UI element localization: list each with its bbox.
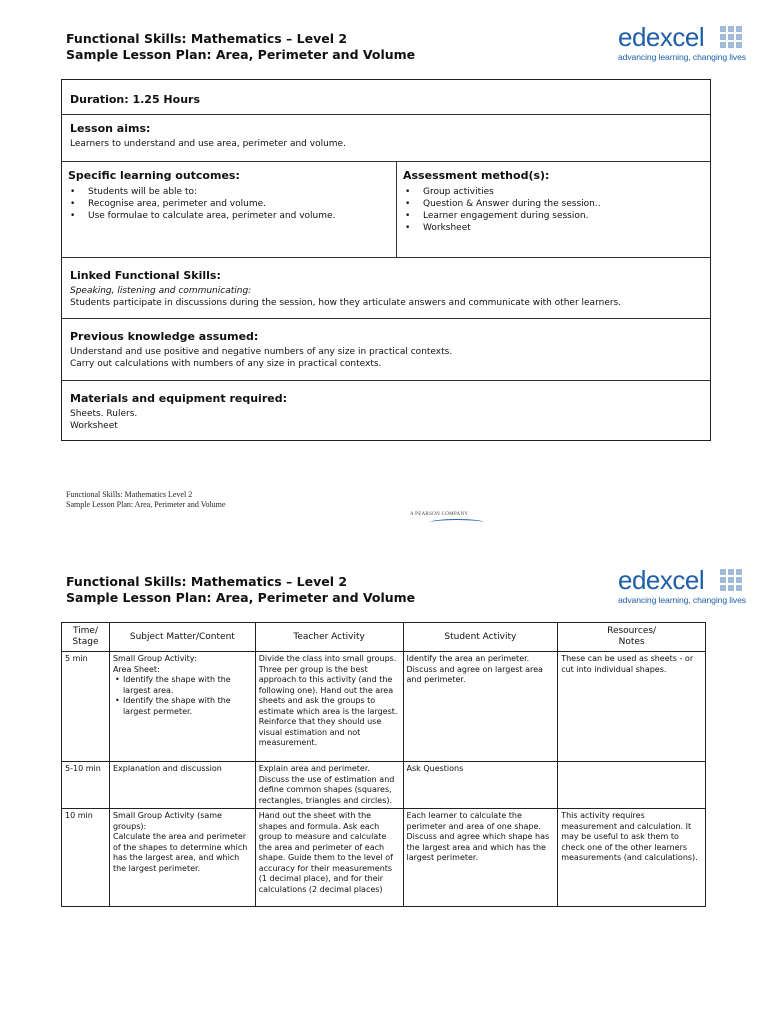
knowledge-line2: Carry out calculations with numbers of any size in practical contexts. [70, 359, 382, 369]
cell-subject [109, 809, 255, 907]
assessment-item: • Learner engagement during session. [403, 210, 702, 222]
page1-header-line2: Sample Lesson Plan: Area, Perimeter and Volume [66, 47, 416, 62]
page2-header-line2: Sample Lesson Plan: Area, Perimeter and Volume [66, 590, 416, 605]
cell-subject-line: Small Group Activity (same groups): [112, 811, 222, 831]
aims-section [62, 115, 710, 162]
cell-resources: These can be used as sheets - or cut into individual shapes. [558, 652, 706, 762]
outcome-item: • Use formulae to calculate area, perimeter and volume. [68, 210, 388, 222]
linked-subheading: Speaking, listening and communicating: [70, 286, 252, 296]
aims-heading: Lesson aims: [70, 122, 151, 135]
col-header-resources-line2: Notes [618, 637, 645, 647]
linked-heading: Linked Functional Skills: [70, 269, 221, 282]
page2-header-line1: Functional Skills: Mathematics – Level 2 [66, 574, 348, 589]
aims-text: Learners to understand and use area, perimeter and volume. [70, 139, 346, 149]
cell-teacher: Explain area and perimeter. Discuss the use of estimation and define common shapes (squares, rectangles, triangles and circles). [255, 762, 403, 809]
page2-header [66, 574, 415, 606]
cell-time: 5 min [62, 652, 110, 762]
col-header-teacher: Teacher Activity [255, 623, 403, 652]
materials-line1: Sheets. Rulers. [70, 409, 138, 419]
materials-heading: Materials and equipment required: [70, 392, 287, 405]
cell-subject: Explanation and discussion [109, 762, 255, 809]
outcomes-assessment-row [62, 162, 710, 258]
cell-student: Identify the area an perimeter. Discuss and agree on largest area and perimeter. [403, 652, 558, 762]
table-header-row [62, 623, 706, 652]
col-header-resources [558, 623, 706, 652]
edexcel-logo-page2 [618, 567, 748, 605]
duration-section [62, 80, 710, 115]
logo-grid-icon [720, 569, 746, 591]
outcome-item: • Students will be able to: [68, 186, 388, 198]
cell-student: Each learner to calculate the perimeter and area of one shape. Discuss and agree which shape has the largest area and which has the largest perimeter. [403, 809, 558, 907]
cell-subject [109, 652, 255, 762]
assessment-heading: Assessment method(s): [403, 169, 550, 182]
knowledge-section [62, 319, 710, 381]
edexcel-tagline: advancing learning, changing lives [618, 595, 746, 605]
assessment-section [397, 162, 710, 257]
page1-header-line1: Functional Skills: Mathematics – Level 2 [66, 31, 348, 46]
cell-teacher: Hand out the sheet with the shapes and formula. Ask each group to measure and calculate the area and perimeter of each shape. Guide them to the level of accuracy for their measurements (1 decimal place), and for their calculations (2 decimal places) [255, 809, 403, 907]
cell-resources [558, 762, 706, 809]
col-header-time [62, 623, 110, 652]
materials-section [62, 381, 710, 440]
pearson-logo: A PEARSON COMPANY [410, 512, 469, 517]
edexcel-logo [618, 24, 748, 62]
page-footer [66, 490, 225, 510]
col-header-resources-line1: Resources/ [607, 626, 657, 636]
cell-resources: This activity requires measurement and calculation. It may be useful to ask them to check one of the other learners measurements (and calculations). [558, 809, 706, 907]
knowledge-line1: Understand and use positive and negative numbers of any size in practical contexts. [70, 347, 453, 357]
materials-line2: Worksheet [70, 421, 118, 431]
assessment-item: • Question & Answer during the session.. [403, 198, 702, 210]
pearson-arc-icon [430, 519, 484, 526]
cell-teacher-text: Divide the class into small groups. Three per group is the best approach to this activity (and the following one). Hand out the area sheets and ask the groups to estimate which area is the largest. [258, 654, 398, 716]
knowledge-heading: Previous knowledge assumed: [70, 330, 259, 343]
assessment-item: • Group activities [403, 186, 702, 198]
cell-subject-line: Area Sheet: [112, 664, 160, 674]
cell-subject-line: Small Group Activity: [112, 654, 197, 663]
edexcel-logo-word: edexcel [618, 565, 705, 595]
cell-subject-bullet: • Identify the shape with the largest permeter. [113, 696, 252, 717]
table-row [62, 809, 706, 907]
footer-line2: Sample Lesson Plan: Area, Perimeter and Volume [66, 500, 226, 509]
linked-text: Students participate in discussions during the session, how they articulate answers and communicate with other learners. [70, 298, 622, 308]
page1-header [66, 31, 415, 63]
cell-teacher [255, 652, 403, 762]
col-header-student: Student Activity [403, 623, 558, 652]
linked-skills-section [62, 258, 710, 319]
outcomes-section [62, 162, 397, 257]
edexcel-logo-word: edexcel [618, 22, 705, 52]
cell-time: 10 min [62, 809, 110, 907]
logo-grid-icon [720, 26, 746, 48]
activity-table [61, 622, 706, 907]
cell-teacher-text: Reinforce that they should use visual estimation and not measurement. [258, 717, 382, 747]
col-header-time-line2: Stage [72, 637, 99, 647]
col-header-time-line1: Time/ [72, 626, 98, 636]
lesson-plan-box [61, 79, 711, 441]
table-row [62, 762, 706, 809]
cell-student: Ask Questions [403, 762, 558, 809]
col-header-subject: Subject Matter/Content [109, 623, 255, 652]
outcome-item: • Recognise area, perimeter and volume. [68, 198, 388, 210]
cell-subject-bullet: • Identify the shape with the largest area. [113, 675, 252, 696]
assessment-item: • Worksheet [403, 222, 702, 234]
cell-time: 5-10 min [62, 762, 110, 809]
outcomes-heading: Specific learning outcomes: [68, 169, 240, 182]
edexcel-tagline: advancing learning, changing lives [618, 52, 746, 62]
footer-line1: Functional Skills: Mathematics Level 2 [66, 490, 193, 499]
cell-subject-line: Calculate the area and perimeter of the shapes to determine which has the largest area, and which the largest perimeter. [112, 832, 248, 873]
table-row [62, 652, 706, 762]
duration-text: Duration: 1.25 Hours [70, 93, 200, 106]
